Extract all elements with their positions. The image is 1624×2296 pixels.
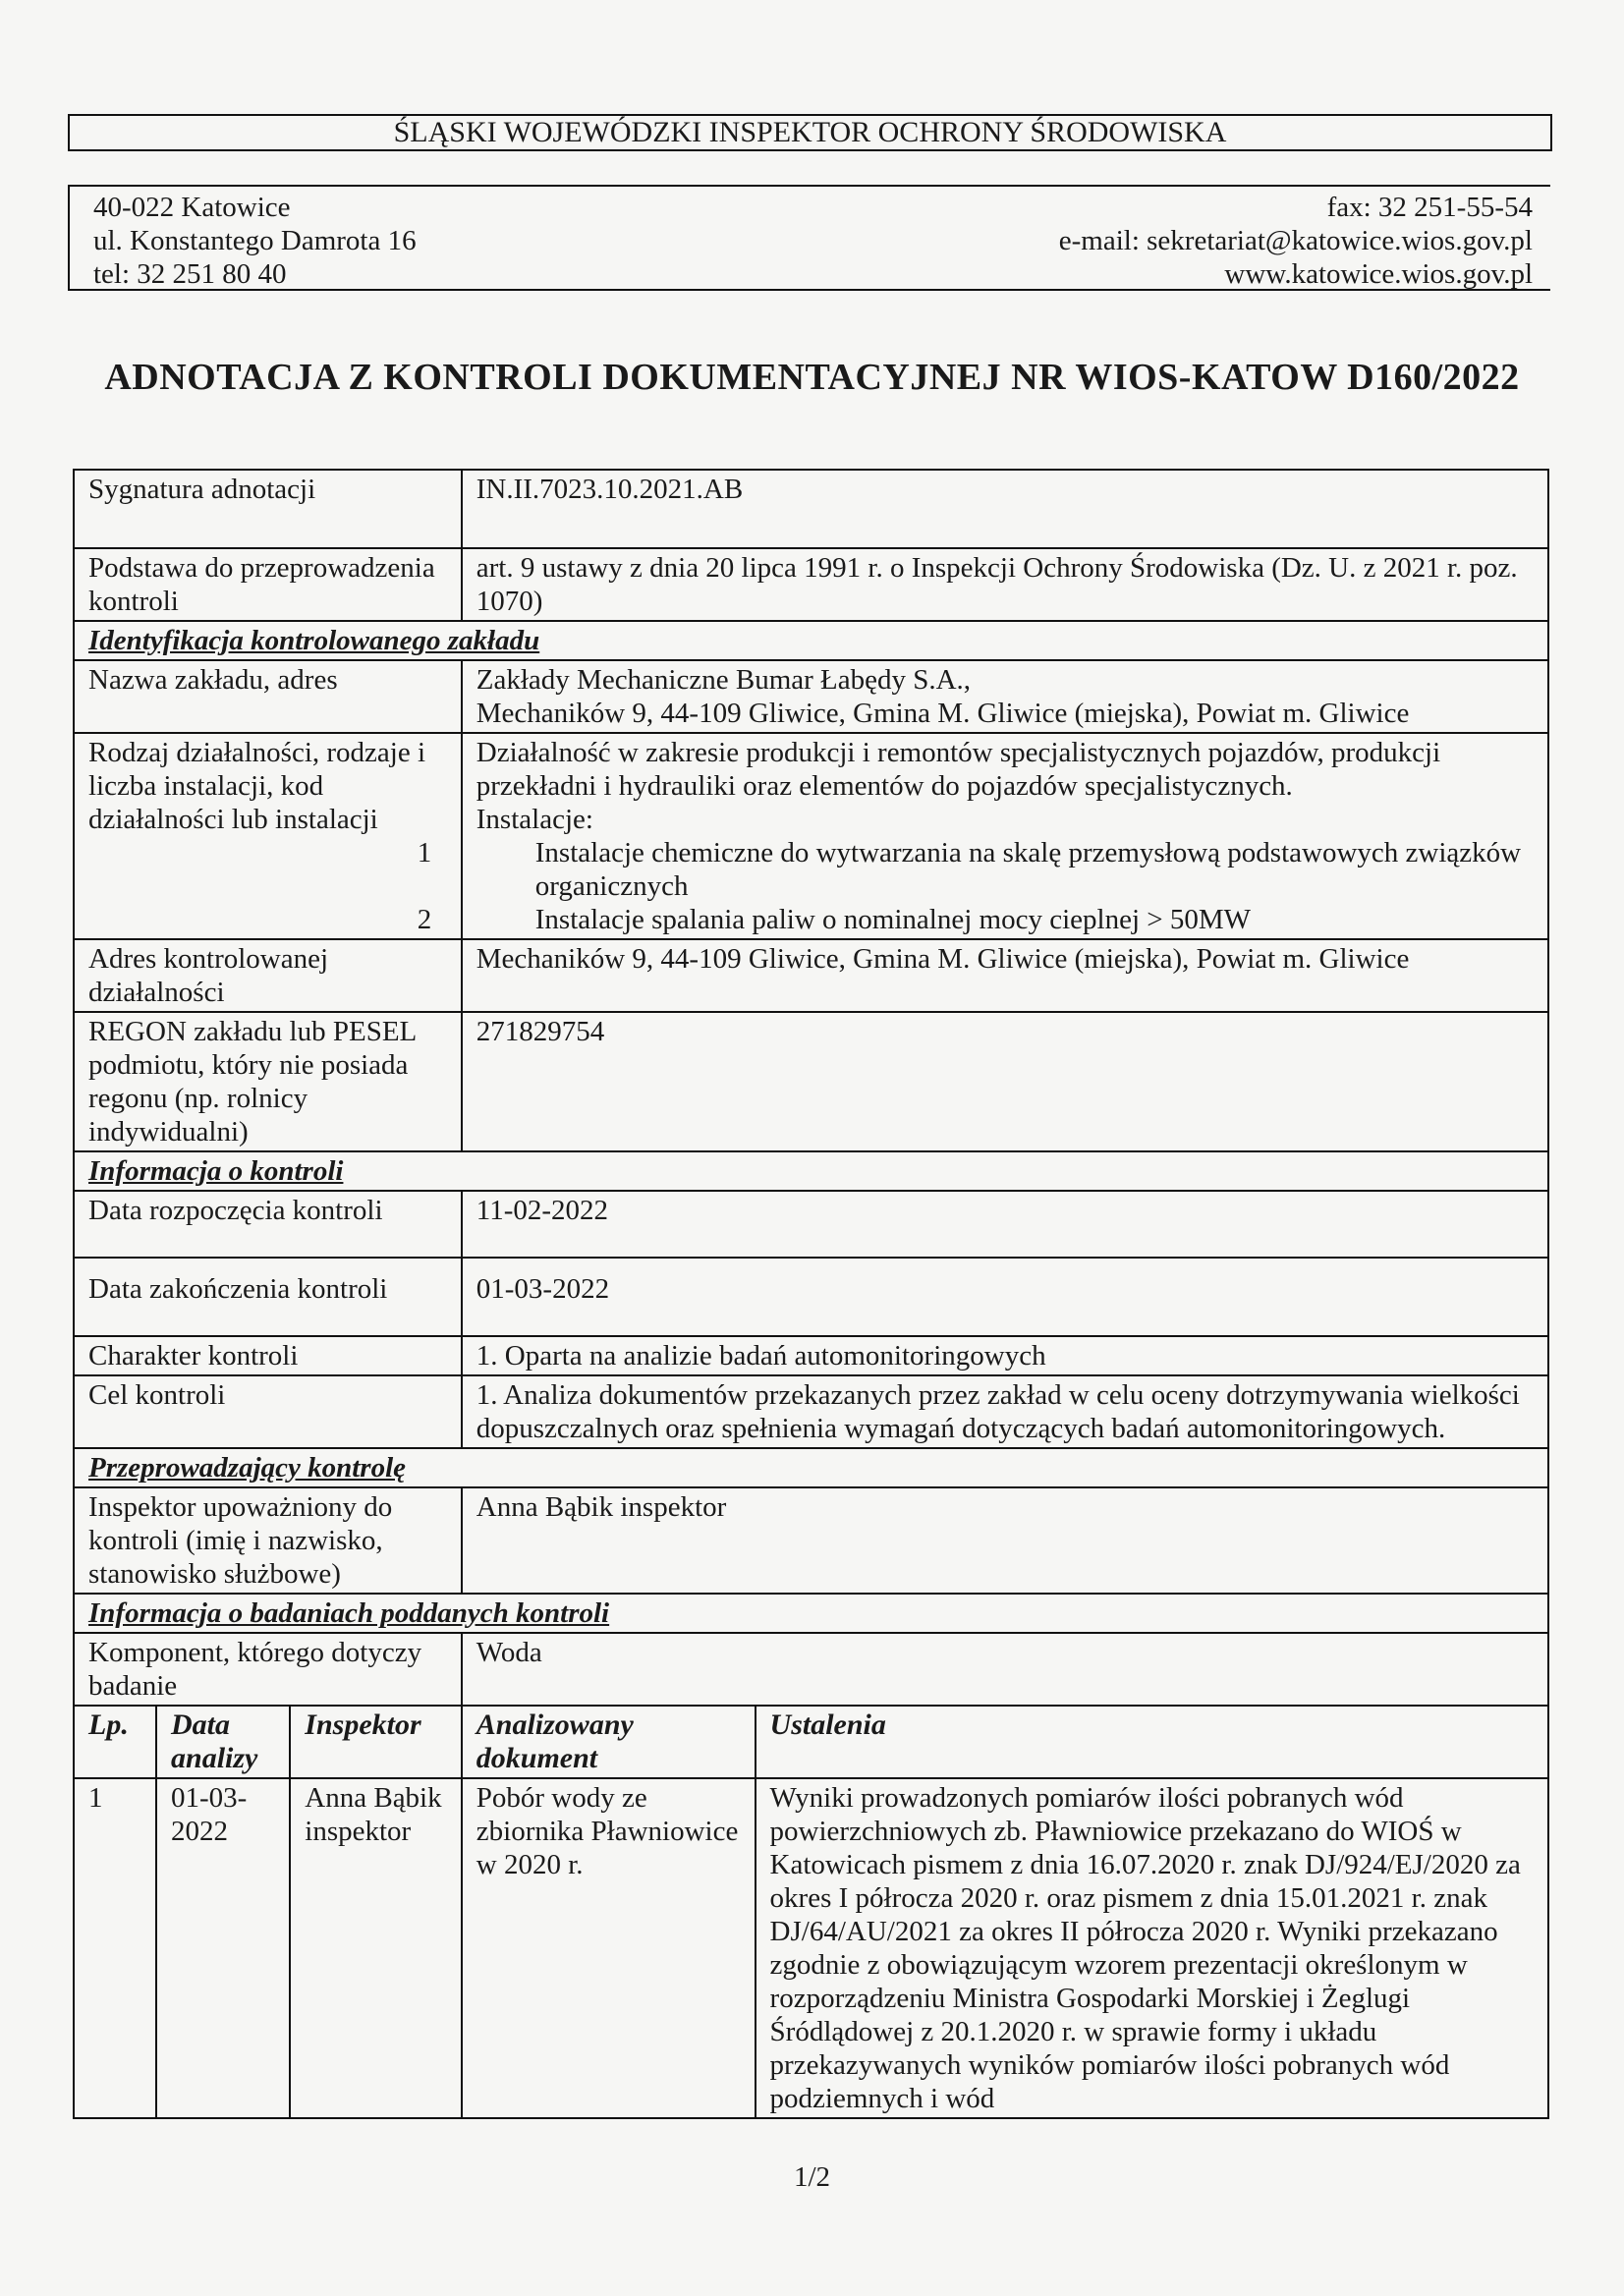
column-header-ustalenia: Ustalenia (756, 1706, 1548, 1778)
column-header-dokument: Analizowany dokument (462, 1706, 756, 1778)
value-komponent: Woda (462, 1633, 1548, 1706)
row-rodzaj (74, 733, 1548, 939)
address-left (93, 191, 417, 291)
section-przeprowadzajacy (74, 1448, 1548, 1487)
address-website: www.katowice.wios.gov.pl (1224, 258, 1533, 290)
company-address: Mechaników 9, 44-109 Gliwice, Gmina M. Gliwice (miejska), Powiat m. Gliwice (476, 698, 1410, 729)
value-inspektor: Anna Bąbik inspektor (462, 1487, 1548, 1594)
label-inspektor: Inspektor upoważniony do kontroli (imię i nazwisko, stanowisko służbowe) (74, 1487, 462, 1594)
label-data-rozpoczecia: Data rozpoczęcia kontroli (74, 1191, 462, 1258)
label-cel: Cel kontroli (74, 1375, 462, 1448)
label-podstawa: Podstawa do przeprowadzenia kontroli (74, 548, 462, 621)
value-nazwa (462, 660, 1548, 733)
row-cel (74, 1375, 1548, 1448)
label-nazwa: Nazwa zakładu, adres (74, 660, 462, 733)
cell-data: 01-03-2022 (156, 1778, 290, 2118)
installation-item (417, 903, 1534, 936)
value-data-zakonczenia: 01-03-2022 (462, 1258, 1548, 1336)
section-badania (74, 1594, 1548, 1633)
column-header-data: Data analizy (156, 1706, 290, 1778)
page-number: 1/2 (793, 2161, 831, 2193)
address-right (1059, 191, 1533, 291)
label-komponent: Komponent, którego dotyczy badanie (74, 1633, 462, 1706)
row-data-zakonczenia (74, 1258, 1548, 1336)
label-data-zakonczenia: Data zakończenia kontroli (74, 1258, 462, 1336)
row-inspektor (74, 1487, 1548, 1594)
value-sygnatura: IN.II.7023.10.2021.AB (462, 470, 1548, 548)
installation-number: 2 (417, 904, 432, 935)
cell-ustalenia: Wyniki prowadzonych pomiarów ilości pobranych wód powierzchniowych zb. Pławniowice przekazano do WIOŚ w Katowicach pismem z dnia 16.07.2020 r. znak DJ/924/EJ/2020 za okres I półrocza 2020 r. oraz pismem z dnia 15.01.2021 r. znak DJ/64/AU/2021 za okres II półrocza 2020 r. Wyniki przekazano zgodnie z obowiązującym wzorem prezentacji określonym w rozporządzeniu Ministra Gospodarki Morskiej i Żeglugi Śródlądowej z 20.1.2020 r. w sprawie formy i układu przekazywanych wyników pomiarów ilości pobranych wód podziemnych i wód (756, 1778, 1548, 2118)
row-sygnatura (74, 470, 1548, 548)
address-fax: fax: 32 251-55-54 (1326, 192, 1533, 223)
installation-number: 1 (417, 837, 432, 868)
section-title: Identyfikacja kontrolowanego zakładu (74, 621, 1548, 660)
column-header-inspektor: Inspektor (290, 1706, 461, 1778)
address-email: e-mail: sekretariat@katowice.wios.gov.pl (1058, 225, 1533, 256)
section-title: Informacja o badaniach poddanych kontroli (74, 1594, 1548, 1633)
row-regon (74, 1012, 1548, 1151)
section-title: Przeprowadzający kontrolę (74, 1448, 1548, 1487)
row-charakter (74, 1336, 1548, 1375)
company-name: Zakłady Mechaniczne Bumar Łabędy S.A., (476, 664, 972, 696)
label-adres: Adres kontrolowanej działalności (74, 939, 462, 1012)
annotation-table (73, 469, 1549, 2119)
label-rodzaj: Rodzaj działalności, rodzaje i liczba instalacji, kod działalności lub instalacji (74, 733, 462, 939)
address-street: ul. Konstantego Damrota 16 (93, 225, 417, 256)
address-city: 40-022 Katowice (93, 192, 291, 223)
analysis-row (74, 1778, 1548, 2118)
installation-item (417, 836, 1534, 903)
value-cel: 1. Analiza dokumentów przekazanych przez zakład w celu oceny dotrzymywania wielkości dopuszczalnych oraz spełnienia wymagań dotyczących badań automonitoringowych. (462, 1375, 1548, 1448)
installation-text: Instalacje spalania paliw o nominalnej mocy cieplnej > 50MW (534, 904, 1252, 935)
value-charakter: 1. Oparta na analizie badań automonitoringowych (462, 1336, 1548, 1375)
installations-label: Instalacje: (476, 804, 593, 835)
address-phone: tel: 32 251 80 40 (93, 258, 287, 290)
section-title: Informacja o kontroli (74, 1151, 1548, 1191)
cell-dokument: Pobór wody ze zbiornika Pławniowice w 2020 r. (462, 1778, 756, 2118)
cell-inspektor: Anna Bąbik inspektor (290, 1778, 461, 2118)
label-sygnatura: Sygnatura adnotacji (74, 470, 462, 548)
analysis-header-row (74, 1706, 1548, 1778)
row-podstawa (74, 548, 1548, 621)
row-adres (74, 939, 1548, 1012)
value-adres: Mechaników 9, 44-109 Gliwice, Gmina M. Gliwice (miejska), Powiat m. Gliwice (462, 939, 1548, 1012)
document-title: ADNOTACJA Z KONTROLI DOKUMENTACYJNEJ NR WIOS-KATOW D160/2022 (104, 357, 1520, 398)
address-block (68, 185, 1550, 291)
row-komponent (74, 1633, 1548, 1706)
section-informacja (74, 1151, 1548, 1191)
installation-text: Instalacje chemiczne do wytwarzania na skalę przemysłową podstawowych związków organicznych (534, 837, 1522, 902)
row-nazwa (74, 660, 1548, 733)
cell-lp: 1 (74, 1778, 156, 2118)
value-podstawa: art. 9 ustawy z dnia 20 lipca 1991 r. o Inspekcji Ochrony Środowiska (Dz. U. z 2021 r. poz. 1070) (462, 548, 1548, 621)
section-identyfikacja (74, 621, 1548, 660)
value-rodzaj (417, 733, 1548, 939)
activity-description: Działalność w zakresie produkcji i remontów specjalistycznych pojazdów, produkcji przekładni i hydrauliki oraz elementów do pojazdów specjalistycznych. (476, 737, 1441, 802)
row-data-rozpoczecia (74, 1191, 1548, 1258)
column-header-lp: Lp. (74, 1706, 156, 1778)
label-regon: REGON zakładu lub PESEL podmiotu, który nie posiada regonu (np. rolnicy indywidualni) (74, 1012, 462, 1151)
value-data-rozpoczecia: 11-02-2022 (462, 1191, 1548, 1258)
value-regon: 271829754 (462, 1012, 1548, 1151)
label-charakter: Charakter kontroli (74, 1336, 462, 1375)
authority-header: ŚLĄSKI WOJEWÓDZKI INSPEKTOR OCHRONY ŚRODOWISKA (68, 114, 1552, 151)
